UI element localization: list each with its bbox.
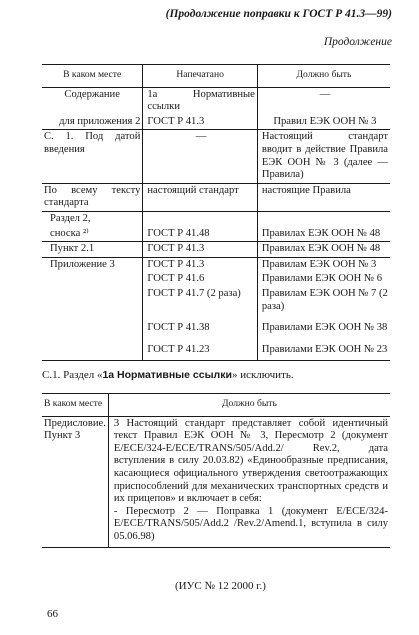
table-row [42, 130, 390, 183]
running-header: (Продолжение поправки к ГОСТ Р 41.3—99) [165, 8, 392, 20]
cell-place: Содержание [42, 87, 143, 115]
table-row [42, 242, 390, 258]
cell-place [42, 343, 143, 361]
ius-reference: (ИУС № 12 2000 г.) [175, 580, 266, 592]
table-header-row [42, 394, 390, 417]
table-row [42, 343, 390, 361]
table-header-row [42, 65, 390, 88]
cell-printed: ГОСТ Р 41.7 (2 раза) [143, 287, 257, 321]
table-row [42, 416, 390, 547]
section-removal-note [42, 369, 294, 381]
cell-place: Приложение 3 [42, 257, 143, 272]
cell-printed: ГОСТ Р 41.48 [143, 227, 257, 242]
column-header-place: В каком месте [42, 394, 108, 417]
cell-place: С. 1. Под датой введения [42, 130, 143, 183]
column-header-should-be: Должно быть [257, 65, 390, 88]
table-row [42, 257, 390, 272]
cell-printed: ГОСТ Р 41.3 [143, 242, 257, 258]
cell-should-be: Настоящий стандарт вводит в действие Правила ЕЭК ООН № 3 (далее — Правила) [257, 130, 390, 183]
cell-printed: ГОСТ Р 41.23 [143, 343, 257, 361]
cell-place [42, 287, 143, 321]
cell-should-be: Правилами ЕЭК ООН № 23 [257, 343, 390, 361]
note-section-name: 1а Нормативные ссылки [102, 369, 232, 381]
cell-printed [143, 211, 257, 226]
preface-table [42, 393, 390, 548]
cell-should-be: Правилам ЕЭК ООН № 3 [261, 258, 377, 270]
table-row [42, 87, 390, 115]
cell-printed: 1а Нормативные ссылки [143, 87, 257, 115]
cell-printed: ГОСТ Р 41.38 [143, 321, 257, 343]
table-row [42, 272, 390, 287]
corrections-table [42, 64, 390, 361]
cell-should-be: Правилами ЕЭК ООН № 38 [261, 322, 388, 334]
cell-printed: ГОСТ Р 41.3 [143, 257, 257, 272]
column-header-printed: Напечатано [143, 65, 257, 88]
cell-printed: ГОСТ Р 41.6 [143, 272, 257, 287]
column-header-place: В каком месте [42, 65, 143, 88]
table-row [42, 211, 390, 226]
cell-place: Раздел 2, [42, 211, 143, 226]
cell-should-be: Правилами ЕЭК ООН № 6 [261, 273, 382, 285]
preface-paragraph: 3 Настоящий стандарт представляет собой идентичный текст Правил ЕЭК ООН № 3, Пересмотр 2 (документ E/ECE/324-E/ECE/TRANS/505/Add.2/ Rev.2, дата вступления в силу 20.03.82) «Единообразные предписания, касающиеся официального утверждения светоотражающих приспособлений для механических транспортных средств и их прицепов» и включает в себя: [113, 417, 388, 505]
note-prefix: С.1. Раздел « [42, 369, 103, 381]
cell-printed: настоящий стандарт [143, 183, 257, 211]
cell-should-be: Правилах ЕЭК ООН № 48 [257, 227, 390, 242]
cell-place: Пункт 2.1 [42, 242, 143, 258]
cell-place: сноска ²⁾ [42, 227, 143, 242]
cell-printed: — [143, 130, 257, 183]
page-number: 66 [47, 608, 58, 620]
cell-should-be [257, 211, 390, 226]
column-header-should-be: Должно быть [108, 394, 390, 417]
cell-place: Предисловие. Пункт 3 [42, 416, 108, 547]
cell-should-be: Правилах ЕЭК ООН № 48 [257, 242, 390, 258]
cell-printed: ГОСТ Р 41.3 [143, 115, 257, 130]
table-row [42, 321, 390, 343]
table-row [42, 287, 390, 321]
cell-place [42, 272, 143, 287]
cell-place [42, 321, 143, 343]
cell-should-be: — [319, 88, 331, 100]
cell-should-be: настоящие Правила [257, 183, 390, 211]
cell-should-be: Правил ЕЭК ООН № 3 [257, 115, 390, 130]
continuation-label: Продолжение [323, 36, 392, 48]
cell-should-be: Правилам ЕЭК ООН № 7 (2 раза) [261, 287, 388, 312]
preface-list-item: - Пересмотр 2 — Поправка 1 (документ E/ECE/324-E/ECE/TRANS/505/Add.2 /Rev.2/Amend.1, вступила в силу 05.06.98) [113, 505, 388, 542]
cell-should-be [108, 416, 390, 547]
note-suffix: » исключить. [231, 369, 294, 381]
table-row [42, 183, 390, 211]
table-row [42, 227, 390, 242]
table-row [42, 115, 390, 130]
cell-place: По всему тексту стандарта [42, 183, 143, 211]
cell-place: для приложения 2 [42, 115, 143, 130]
